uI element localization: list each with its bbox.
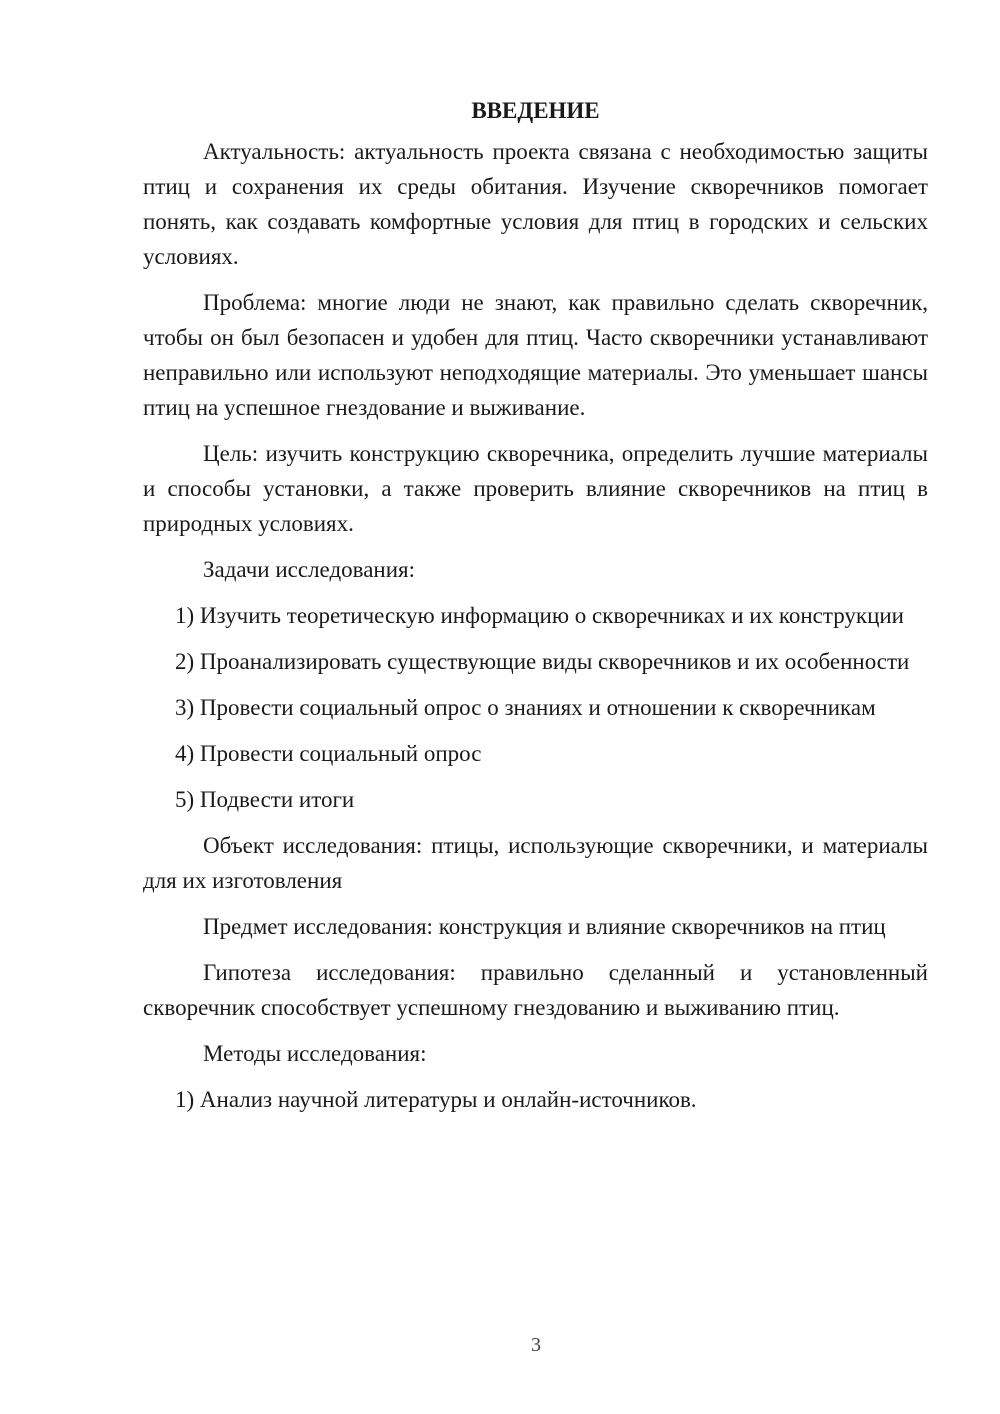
- task-item-4: 4) Провести социальный опрос: [175, 741, 482, 766]
- paragraph-problem: Проблема: многие люди не знают, как правильно сделать скворечник, чтобы он был безопасен и удобен для птиц. Часто скворечники устанавливают неправильно или используют неподходящие материалы. Это уменьшает шансы птиц на успешное гнездование и выживание.: [143, 290, 928, 420]
- paragraph-relevance: Актуальность: актуальность проекта связана с необходимостью защиты птиц и сохранения их среды обитания. Изучение скворечников помогает понять, как создавать комфортные условия для птиц в городских и сельских условиях.: [143, 139, 928, 269]
- paragraph-goal: Цель: изучить конструкцию скворечника, определить лучшие материалы и способы установки, а также проверить влияние скворечников на птиц в природных условиях.: [143, 441, 928, 536]
- paragraph-hypothesis: Гипотеза исследования: правильно сделанный и установленный скворечник способствует успешному гнездованию и выживанию птиц.: [143, 960, 928, 1020]
- paragraph-subject: Предмет исследования: конструкция и влияние скворечников на птиц: [203, 914, 886, 939]
- method-item-1: 1) Анализ научной литературы и онлайн-источников.: [175, 1087, 697, 1112]
- page-number: 3: [531, 1334, 541, 1356]
- task-item-2: 2) Проанализировать существующие виды скворечников и их особенности: [175, 649, 910, 674]
- task-item-3: 3) Провести социальный опрос о знаниях и отношении к скворечникам: [175, 695, 876, 720]
- section-title: ВВЕДЕНИЕ: [471, 98, 600, 123]
- methods-heading: Методы исследования:: [203, 1041, 427, 1066]
- tasks-heading: Задачи исследования:: [203, 557, 416, 582]
- page-content: [143, 94, 928, 1128]
- task-item-5: 5) Подвести итоги: [175, 787, 355, 812]
- task-item-1: 1) Изучить теоретическую информацию о скворечниках и их конструкции: [175, 603, 904, 628]
- paragraph-object: Объект исследования: птицы, использующие скворечники, и материалы для их изготовления: [143, 833, 928, 893]
